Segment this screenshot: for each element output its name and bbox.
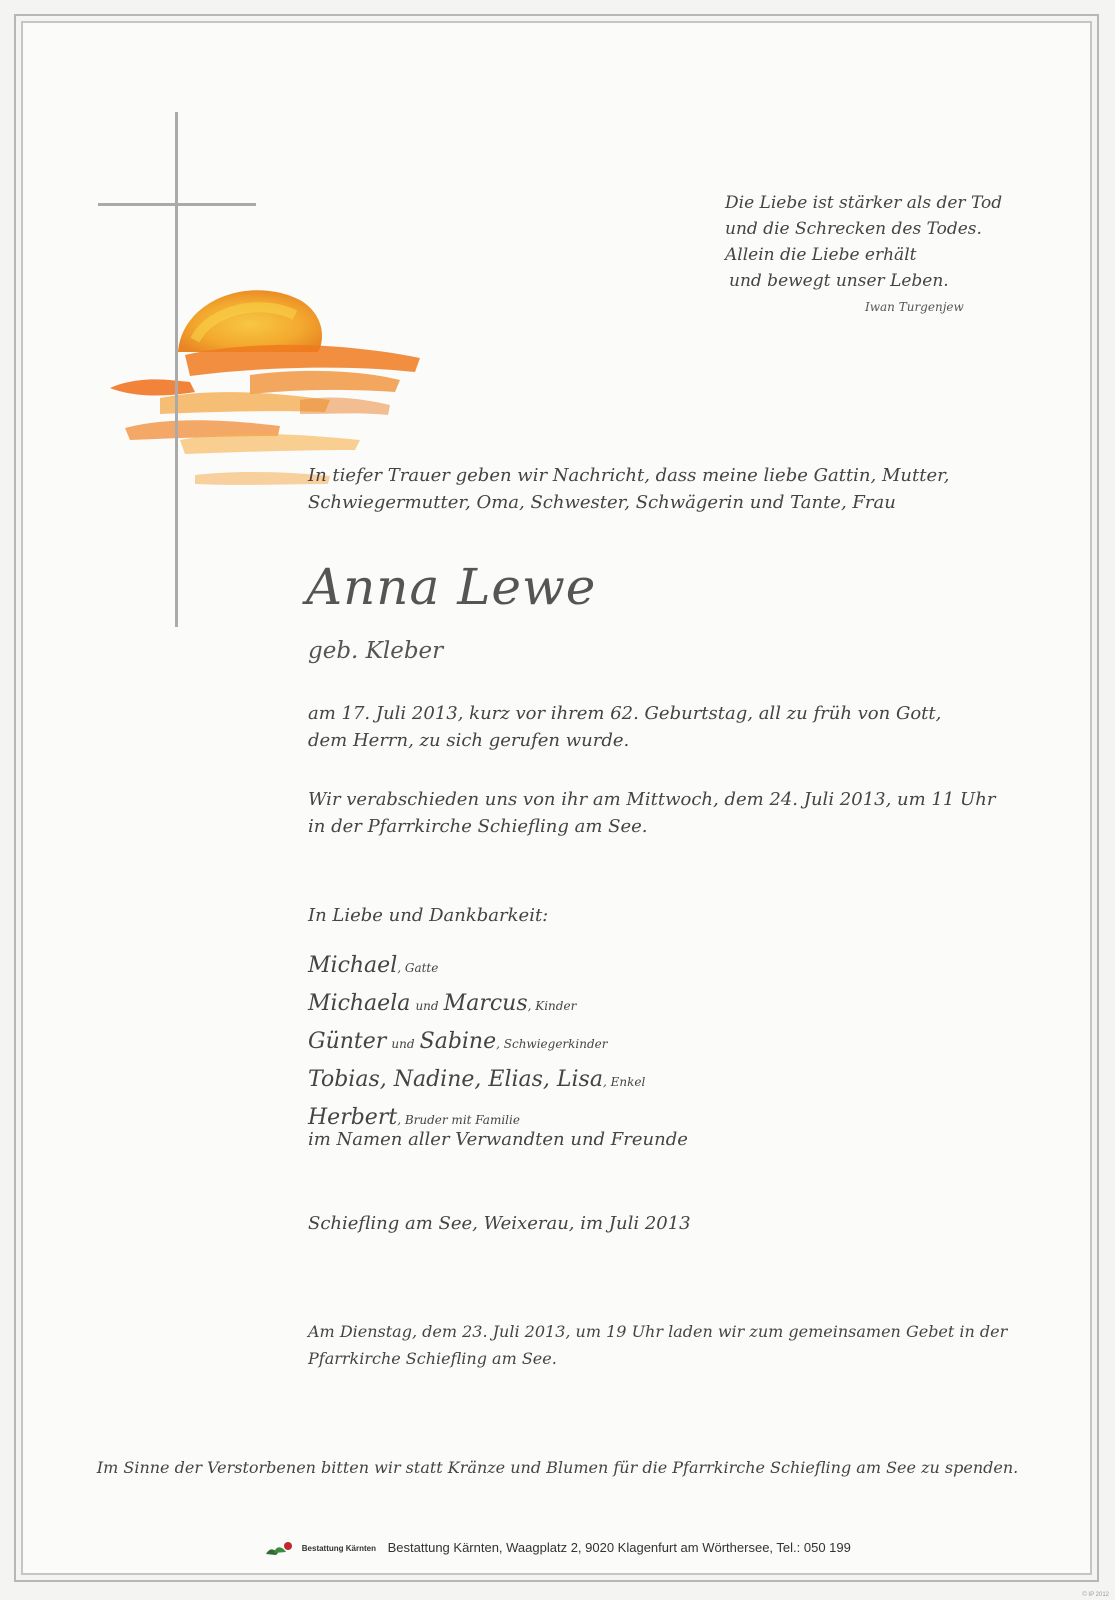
- death-text-line-1: am 17. Juli 2013, kurz vor ihrem 62. Geburtstag, all zu früh von Gott,: [308, 703, 942, 724]
- family-names: Marcus: [443, 991, 528, 1016]
- place-date: Schiefling am See, Weixerau, im Juli 2013: [308, 1213, 691, 1234]
- family-conjunction: und: [391, 1037, 415, 1051]
- family-relation: , Gatte: [397, 961, 439, 975]
- family-names: Günter: [308, 1029, 387, 1054]
- footer: [0, 1540, 1115, 1557]
- family-relation: , Schwiegerkinder: [496, 1037, 608, 1051]
- quote-line: und die Schrecken des Todes.: [725, 219, 982, 239]
- family-relation: , Bruder mit Familie: [397, 1113, 520, 1127]
- relatives-line: im Namen aller Verwandten und Freunde: [308, 1129, 688, 1150]
- cross-vertical-bar: [175, 112, 178, 627]
- quote-line: Allein die Liebe erhält: [725, 245, 917, 265]
- quote-author: Iwan Turgenjew: [865, 300, 964, 314]
- family-names: Sabine: [419, 1029, 497, 1054]
- farewell-line-1: Wir verabschieden uns von ihr am Mittwoch, dem 24. Juli 2013, um 11 Uhr: [308, 789, 996, 810]
- prayer-line-2: Pfarrkirche Schiefling am See.: [308, 1349, 557, 1368]
- birth-name: geb. Kleber: [308, 638, 444, 664]
- funeral-home-logo-icon: [264, 1541, 294, 1557]
- quote-block: [725, 190, 1002, 294]
- farewell-line-2: in der Pfarrkirche Schiefling am See.: [308, 816, 648, 837]
- family-relation: , Enkel: [602, 1075, 646, 1089]
- family-row: [308, 948, 645, 986]
- family-row: [308, 1024, 645, 1062]
- family-names: Tobias, Nadine, Elias, Lisa: [308, 1067, 603, 1092]
- family-names: Herbert: [308, 1105, 398, 1130]
- family-row: [308, 986, 645, 1024]
- family-conjunction: und: [415, 999, 439, 1013]
- donation-note: Im Sinne der Verstorbenen bitten wir statt Kränze und Blumen für die Pfarrkirche Schiefling am See zu spenden.: [96, 1458, 1019, 1477]
- quote-line: Die Liebe ist stärker als der Tod: [725, 193, 1003, 213]
- family-names: Michael: [308, 953, 398, 978]
- family-relation: , Kinder: [527, 999, 577, 1013]
- intro-line-2: Schwiegermutter, Oma, Schwester, Schwägerin und Tante, Frau: [308, 492, 896, 513]
- sunset-watercolor-icon: [100, 280, 430, 490]
- family-row: [308, 1062, 645, 1100]
- family-list: [308, 948, 645, 1138]
- corner-code: © IP 2012: [1082, 1592, 1109, 1598]
- cross-horizontal-bar: [98, 203, 256, 206]
- deceased-name: Anna Lewe: [306, 558, 597, 616]
- death-text-line-2: dem Herrn, zu sich gerufen wurde.: [308, 730, 630, 751]
- quote-line: und bewegt unser Leben.: [729, 271, 949, 291]
- family-names: Michaela: [308, 991, 411, 1016]
- footer-address: Bestattung Kärnten, Waagplatz 2, 9020 Klagenfurt am Wörthersee, Tel.: 050 199: [387, 1540, 851, 1555]
- gratitude-heading: In Liebe und Dankbarkeit:: [308, 905, 549, 926]
- logo-text: Bestattung Kärnten: [301, 1544, 376, 1554]
- prayer-line-1: Am Dienstag, dem 23. Juli 2013, um 19 Uhr laden wir zum gemeinsamen Gebet in der: [308, 1322, 1008, 1341]
- intro-line-1: In tiefer Trauer geben wir Nachricht, dass meine liebe Gattin, Mutter,: [308, 465, 950, 486]
